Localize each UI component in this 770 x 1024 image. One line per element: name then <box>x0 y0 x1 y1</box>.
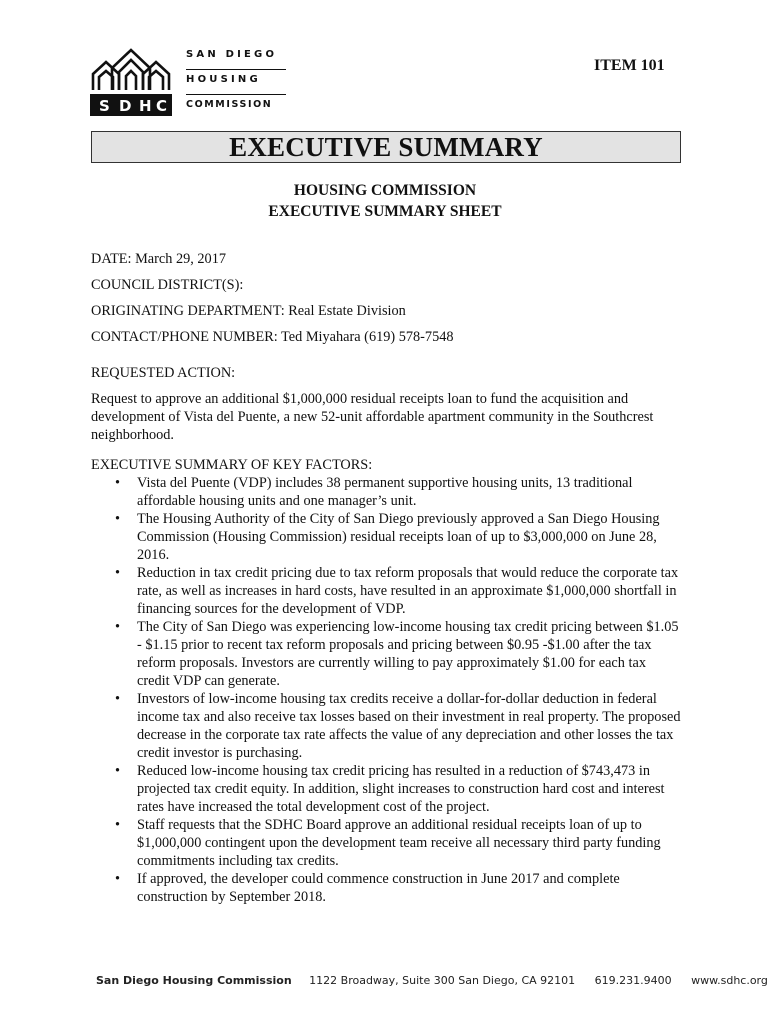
executive-summary-banner: EXECUTIVE SUMMARY <box>91 131 681 163</box>
list-item <box>91 870 681 906</box>
requested-action-heading: REQUESTED ACTION: <box>91 365 236 381</box>
list-item-text: Staff requests that the SDHC Board approve an additional residual receipts loan of up to $1,000,000 contingent upon the development team receive all necessary third party funding commitments including tax credits. <box>137 817 661 869</box>
bullet-icon: • <box>115 763 121 779</box>
logo-initial-s: S <box>99 97 110 115</box>
list-item-text: If approved, the developer could commence construction in June 2017 and complete construction by September 2018. <box>137 871 620 905</box>
list-item-text: Reduction in tax credit pricing due to tax reform proposals that would reduce the corporate tax rate, as well as increases in hard costs, have resulted in an approximate $1,000,000 shortfall in financing sources for the development of VDP. <box>137 565 679 617</box>
list-item-text: The Housing Authority of the City of San Diego previously approved a San Diego Housing Commission (Housing Commission) residual receipts loan of up to $3,000,000 on June 28, 2016. <box>137 511 660 563</box>
bullet-icon: • <box>115 565 121 581</box>
footer-organization: San Diego Housing Commission <box>96 974 292 987</box>
bullet-icon: • <box>115 619 121 635</box>
list-item-text: The City of San Diego was experiencing low-income housing tax credit pricing between $1.05 - $1.15 prior to recent tax reform proposals and pricing between $0.95 -$1.00 after the tax reform proposals. Investors are currently willing to pay approximately $1.00 for each tax credit VDP can generate. <box>137 619 679 689</box>
footer-address: 1122 Broadway, Suite 300 San Diego, CA 92101 <box>309 974 576 987</box>
list-item <box>91 474 681 510</box>
contact-phone-field: CONTACT/PHONE NUMBER: Ted Miyahara (619) 578-7548 <box>91 329 454 345</box>
requested-action-text: Request to approve an additional $1,000,000 residual receipts loan to fund the acquisition and development of Vista del Puente, a new 52-unit affordable apartment community in the Southcrest neighborhood. <box>91 391 654 443</box>
bullet-icon: • <box>115 475 121 491</box>
date-field: DATE: March 29, 2017 <box>91 251 227 267</box>
originating-department-field: ORIGINATING DEPARTMENT: Real Estate Division <box>91 303 406 319</box>
logo-wordmark <box>186 48 286 122</box>
logo-initial-d: D <box>119 97 132 115</box>
council-district-field: COUNCIL DISTRICT(S): <box>91 277 244 293</box>
bullet-icon: • <box>115 817 121 833</box>
list-item <box>91 762 681 816</box>
logo-line-housing: HOUSING <box>186 73 286 95</box>
subheading-summary-sheet: EXECUTIVE SUMMARY SHEET <box>268 203 502 220</box>
list-item-text: Investors of low-income housing tax credits receive a dollar-for-dollar deduction in federal income tax and also receive tax losses based on their investment in real property. The proposed decrease in the corporate tax rate affects the value of any depreciation and other losses the tax credit investor is purchasing. <box>137 691 681 761</box>
list-item <box>91 510 681 564</box>
key-factors-heading: EXECUTIVE SUMMARY OF KEY FACTORS: <box>91 457 373 473</box>
key-factors-list <box>91 474 681 906</box>
footer-phone: 619.231.9400 <box>594 974 672 987</box>
list-item <box>91 618 681 690</box>
list-item-text: Reduced low-income housing tax credit pricing has resulted in a reduction of $743,473 in projected tax credit equity. In addition, slight increases to construction hard cost and interest rates have increased the total development cost of the project. <box>137 763 665 815</box>
footer-website-link[interactable]: www.sdhc.org <box>691 974 768 987</box>
bullet-icon: • <box>115 511 121 527</box>
bullet-icon: • <box>115 871 121 887</box>
subheading-housing-commission: HOUSING COMMISSION <box>293 182 477 199</box>
item-number: ITEM 101 <box>594 57 665 74</box>
sdhc-logo <box>90 44 280 116</box>
logo-line-commission: COMMISSION <box>186 99 273 110</box>
list-item <box>91 690 681 762</box>
logo-line-san-diego: SAN DIEGO <box>186 48 286 70</box>
document-body <box>91 250 681 906</box>
logo-initial-h: H <box>139 97 152 115</box>
list-item <box>91 564 681 618</box>
list-item <box>91 816 681 870</box>
logo-initial-c: C <box>156 97 168 115</box>
houses-logo-icon <box>90 44 172 116</box>
list-item-text: Vista del Puente (VDP) includes 38 permanent supportive housing units, 13 traditional affordable housing units and one manager’s unit. <box>137 475 633 509</box>
page-footer <box>96 974 768 987</box>
bullet-icon: • <box>115 691 121 707</box>
